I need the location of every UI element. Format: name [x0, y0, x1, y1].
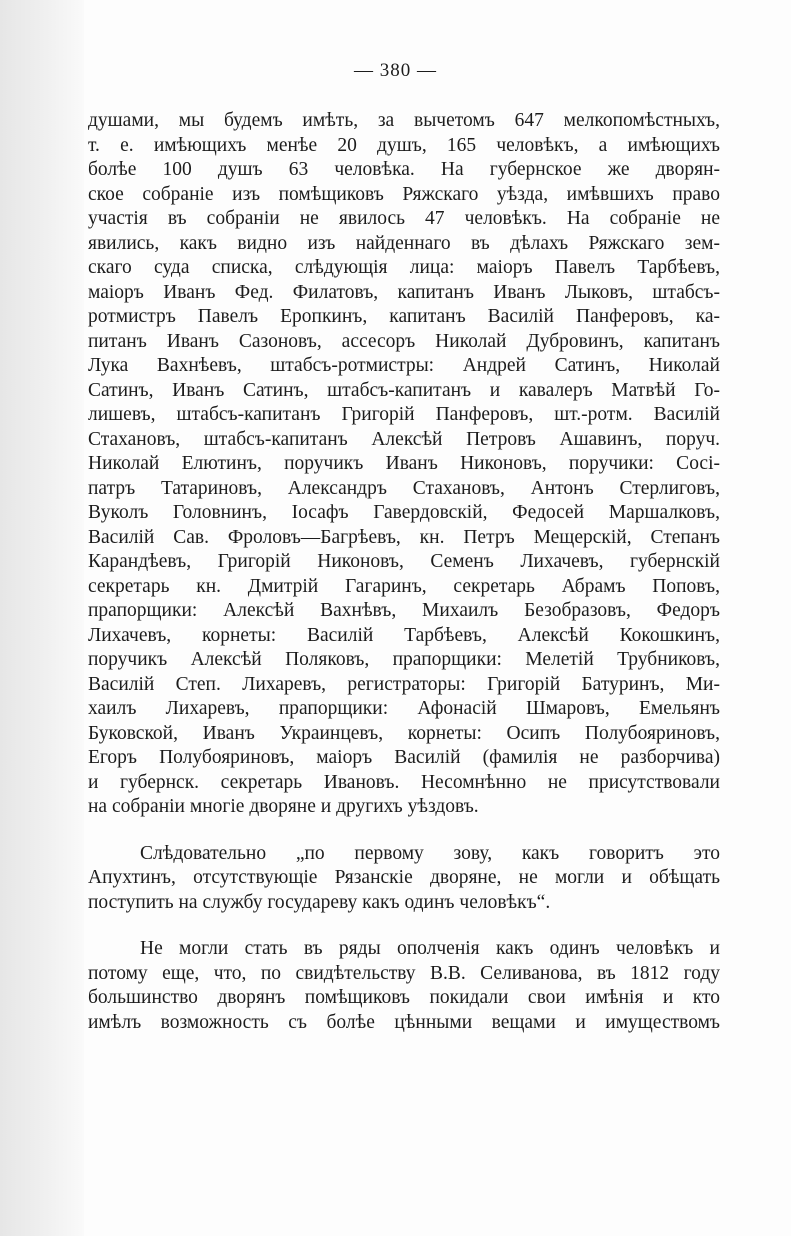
text-line: Николай Елютинъ, поручикъ Иванъ Никоновъ, поручики: Сосі-: [88, 453, 720, 474]
paragraph-1: [88, 109, 720, 820]
scan-shadow-edge: [0, 0, 84, 1236]
text-line: питанъ Иванъ Сазоновъ, ассесоръ Николай Дубровинъ, капитанъ: [88, 330, 720, 352]
text-line: поручикъ Алексѣй Поляковъ, прапорщики: Мелетій Трубниковъ,: [88, 649, 720, 670]
text-line: лишевъ, штабсъ-капитанъ Григорій Панферовъ, шт.-ротм. Василій: [88, 404, 720, 425]
text-line: поступить на службу государеву какъ одинъ человѣкъ“.: [88, 891, 551, 913]
text-line: Карандѣевъ, Григорій Никоновъ, Семенъ Лихачевъ, губернскій: [88, 551, 720, 572]
text-line: прапорщики: Алексѣй Вахнѣвъ, Михаилъ Безобразовъ, Федоръ: [88, 600, 720, 621]
paragraph-2: [88, 842, 720, 916]
text-line: имѣлъ возможность съ болѣе цѣнными вещами и имуществомъ: [88, 1011, 720, 1033]
text-line: на собраніи многіе дворяне и другихъ уѣздовъ.: [88, 796, 479, 817]
text-line: патръ Татариновъ, Александръ Стахановъ, Антонъ Стерлиговъ,: [88, 477, 720, 499]
text-line: Егоръ Полубояриновъ, маіоръ Василій (фамилія не разборчива): [88, 747, 720, 768]
text-line: участія въ собраніи не явилось 47 человѣкъ. На собраніе не: [88, 208, 720, 229]
text-line: т. е. имѣющихъ менѣе 20 душъ, 165 человѣкъ, а имѣющихъ: [88, 134, 720, 156]
text-line: Слѣдовательно „по первому зову, какъ говоритъ это: [140, 842, 720, 864]
page-number: — 380 —: [354, 60, 437, 81]
text-line: явились, какъ видно изъ найденнаго въ дѣлахъ Ряжскаго зем-: [88, 232, 720, 254]
text-line: Сатинъ, Иванъ Сатинъ, штабсъ-капитанъ и кавалеръ Матвѣй Го-: [88, 379, 720, 401]
text-line: Стахановъ, штабсъ-капитанъ Алексѣй Петровъ Ашавинъ, поруч.: [88, 428, 720, 450]
text-line: ротмистръ Павелъ Еропкинъ, капитанъ Василій Панферовъ, ка-: [88, 306, 720, 327]
text-line: Василій Степ. Лихаревъ, регистраторы: Григорій Батуринъ, Ми-: [88, 673, 720, 695]
text-line: маіоръ Иванъ Фед. Филатовъ, капитанъ Иванъ Лыковъ, штабсъ-: [88, 281, 720, 303]
text-line: Вуколъ Головнинъ, Іосафъ Гавердовскій, Федосей Маршалковъ,: [88, 502, 720, 523]
text-line: потому еще, что, по свидѣтельству В.В. Селиванова, въ 1812 году: [88, 962, 720, 984]
text-line: и губернск. секретарь Ивановъ. Несомнѣнно не присутствовали: [88, 771, 720, 793]
page-body: [88, 109, 720, 1035]
text-line: большинство дворянъ помѣщиковъ покидали свои имѣнія и кто: [88, 987, 720, 1008]
text-line: душами, мы будемъ имѣть, за вычетомъ 647 мелкопомѣстныхъ,: [88, 110, 720, 131]
text-line: Лука Вахнѣевъ, штабсъ-ротмистры: Андрей Сатинъ, Николай: [88, 355, 720, 376]
text-line: секретарь кн. Дмитрій Гагаринъ, секретарь Абрамъ Поповъ,: [88, 575, 720, 597]
text-line: хаилъ Лихаревъ, прапорщики: Афонасій Шмаровъ, Емельянъ: [88, 698, 720, 719]
text-line: Буковской, Иванъ Украинцевъ, корнеты: Осипъ Полубояриновъ,: [88, 722, 720, 744]
text-line: Апухтинъ, отсутствующіе Рязанскіе дворяне, не могли и обѣщать: [88, 867, 720, 888]
text-line: болѣе 100 душъ 63 человѣка. На губернское же дворян-: [88, 159, 720, 180]
text-line: ское собраніе изъ помѣщиковъ Ряжскаго уѣзда, имѣвшихъ право: [88, 183, 720, 205]
text-line: Не могли стать въ ряды ополченія какъ одинъ человѣкъ и: [140, 938, 720, 959]
text-line: Василій Сав. Фроловъ—Багрѣевъ, кн. Петръ Мещерскій, Степанъ: [88, 526, 720, 548]
text-line: Лихачевъ, корнеты: Василій Тарбѣевъ, Алексѣй Кокошкинъ,: [88, 624, 720, 646]
text-line: скаго суда списка, слѣдующія лица: маіоръ Павелъ Тарбѣевъ,: [88, 257, 720, 278]
paragraph-3: [88, 937, 720, 1035]
